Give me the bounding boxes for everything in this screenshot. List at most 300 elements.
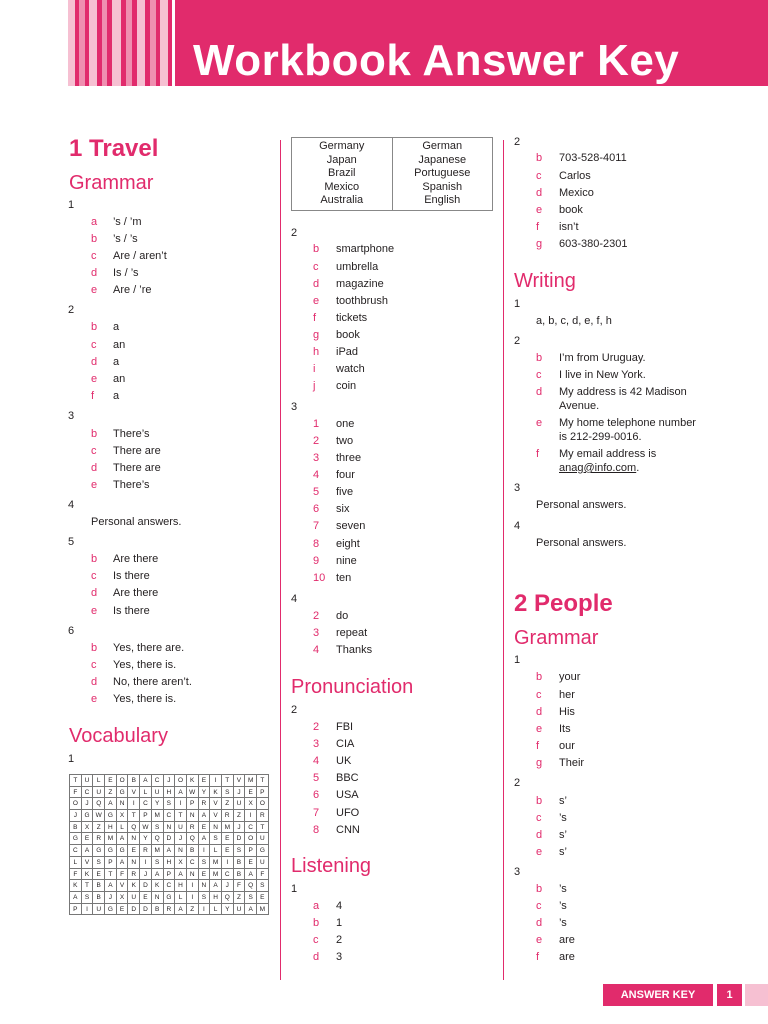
word-search-cell: C (222, 869, 234, 881)
word-search-cell: A (82, 845, 94, 857)
answer: umbrella (336, 261, 379, 273)
word-search-cell: J (175, 833, 187, 845)
word-search-cell: N (210, 822, 222, 834)
answer: I’m from Uruguay. (559, 352, 646, 364)
word-search-cell: T (82, 880, 94, 892)
word-search-cell: B (70, 822, 82, 834)
answer: Is / ’s (113, 267, 139, 279)
item-letter: c (91, 659, 97, 671)
word-search-cell: F (117, 869, 129, 881)
item-number: 10 (313, 572, 326, 584)
answer: Personal answers. (91, 516, 182, 528)
word-search-cell: I (175, 798, 187, 810)
word-search-cell: C (70, 845, 82, 857)
word-search-cell: Y (199, 787, 211, 799)
countries-column (292, 138, 393, 211)
word-search-cell: D (128, 904, 140, 916)
item-letter: b (536, 352, 543, 364)
word-search-cell: C (187, 857, 199, 869)
word-search-cell: M (222, 822, 234, 834)
word-search-cell: E (199, 822, 211, 834)
word-search-cell: Z (222, 798, 234, 810)
answer: His (559, 706, 575, 718)
word-search-cell: E (93, 869, 105, 881)
exercise-number: 6 (68, 625, 75, 637)
word-search-cell: K (187, 775, 199, 787)
item-letter: f (536, 740, 540, 752)
word-search-cell: Z (105, 787, 117, 799)
answer: seven (336, 520, 366, 532)
answer: My address is 42 Madison (559, 386, 687, 398)
word-search-cell: H (175, 880, 187, 892)
word-search-cell: E (105, 775, 117, 787)
exercise-number: 3 (291, 401, 298, 413)
answer-continued: is 212-299-0016. (559, 431, 642, 443)
item-letter: d (536, 187, 543, 199)
word-search-cell: U (234, 798, 246, 810)
item-number: 5 (313, 486, 320, 498)
word-search-cell: P (70, 904, 82, 916)
word-search-cell: Q (152, 833, 164, 845)
word-search-cell: R (128, 869, 140, 881)
word-search-cell: A (245, 869, 257, 881)
word-search-cell: X (245, 798, 257, 810)
answer: are (559, 934, 575, 946)
word-search-cell: I (210, 775, 222, 787)
item-letter: f (91, 390, 95, 402)
answer: 2 (336, 934, 343, 946)
item-letter: e (91, 284, 98, 296)
answer: coin (336, 380, 357, 392)
answer: No, there aren’t. (113, 676, 192, 688)
word-search-cell: V (234, 775, 246, 787)
word-search-cell: B (93, 880, 105, 892)
answer: s’ (559, 795, 567, 807)
word-search-cell: I (82, 904, 94, 916)
word-search-cell: S (222, 787, 234, 799)
answer-continued: Avenue. (559, 400, 600, 412)
word-search-cell: R (164, 904, 176, 916)
language-name: Japanese (418, 153, 467, 166)
word-search-cell: G (93, 845, 105, 857)
answer: magazine (336, 278, 384, 290)
country-name: Mexico (324, 180, 360, 193)
item-letter: d (313, 278, 320, 290)
answer: an (113, 373, 126, 385)
word-search-cell: M (257, 904, 269, 916)
exercise-number: 1 (68, 199, 75, 211)
word-search-cell: I (140, 857, 152, 869)
word-search-cell: M (105, 833, 117, 845)
word-search-cell: J (105, 892, 117, 904)
item-letter: g (313, 329, 320, 341)
item-letter: e (91, 693, 98, 705)
item-letter: b (536, 883, 543, 895)
word-search-cell: G (257, 845, 269, 857)
item-letter: d (91, 267, 98, 279)
item-letter: b (91, 553, 98, 565)
word-search-grid (69, 774, 269, 915)
word-search-cell: E (257, 892, 269, 904)
answer: Yes, there are. (113, 642, 185, 654)
word-search-cell: C (152, 775, 164, 787)
answer: four (336, 469, 355, 481)
item-letter: c (91, 250, 97, 262)
answer: There’s (113, 479, 150, 491)
word-search-cell: I (222, 857, 234, 869)
word-search-cell: E (140, 892, 152, 904)
word-search-cell: D (234, 833, 246, 845)
answer: Are there (113, 553, 159, 565)
item-letter: b (91, 642, 98, 654)
item-letter: g (536, 238, 543, 250)
page-number: 1 (717, 984, 742, 1006)
answer: iPad (336, 346, 359, 358)
item-number: 7 (313, 807, 320, 819)
answer: a, b, c, d, e, f, h (536, 315, 612, 327)
word-search-cell: S (82, 892, 94, 904)
word-search-cell: M (152, 810, 164, 822)
answer: a (113, 356, 120, 368)
answer: book (559, 204, 583, 216)
answer: Carlos (559, 170, 591, 182)
word-search-cell: J (164, 775, 176, 787)
answer: Mexico (559, 187, 594, 199)
answer: Thanks (336, 644, 373, 656)
exercise-number: 1 (68, 753, 75, 765)
word-search-cell: L (140, 787, 152, 799)
word-search-cell: P (187, 798, 199, 810)
word-search-cell: F (70, 869, 82, 881)
item-letter: c (313, 934, 319, 946)
item-letter: j (313, 380, 316, 392)
item-letter: d (313, 951, 320, 963)
word-search-cell: Z (234, 892, 246, 904)
item-letter: i (313, 363, 316, 375)
exercise-number: 2 (514, 136, 521, 148)
answer: a (113, 390, 120, 402)
item-letter: b (536, 152, 543, 164)
exercise-number: 1 (514, 298, 521, 310)
exercise-number: 4 (68, 499, 75, 511)
answer: a (113, 321, 120, 333)
word-search-cell: N (152, 892, 164, 904)
answer: s’ (559, 846, 567, 858)
answer: two (336, 435, 354, 447)
word-search-cell: S (199, 892, 211, 904)
answer: USA (336, 789, 359, 801)
item-number: 2 (313, 610, 320, 622)
exercise-number: 1 (291, 883, 298, 895)
word-search-cell: Q (93, 798, 105, 810)
word-search-cell: S (93, 857, 105, 869)
section-heading-pronunciation: Pronunciation (291, 676, 414, 698)
answer: There are (113, 445, 161, 457)
word-search-cell: Y (222, 904, 234, 916)
word-search-cell: X (175, 857, 187, 869)
word-search-cell: V (128, 787, 140, 799)
item-number: 6 (313, 789, 320, 801)
word-search-cell: E (199, 869, 211, 881)
exercise-number: 2 (514, 777, 521, 789)
word-search-cell: K (152, 880, 164, 892)
word-search-cell: V (210, 798, 222, 810)
word-search-cell: U (152, 787, 164, 799)
item-number: 4 (313, 644, 320, 656)
answer: ’s (559, 883, 567, 895)
word-search-cell: R (257, 810, 269, 822)
answer-continued (559, 462, 639, 474)
word-search-cell: F (234, 880, 246, 892)
word-search-cell: Q (222, 892, 234, 904)
word-search-cell: U (82, 775, 94, 787)
word-search-cell: C (164, 880, 176, 892)
word-search-cell: O (245, 833, 257, 845)
item-letter: c (313, 261, 319, 273)
word-search-cell: Q (128, 822, 140, 834)
item-number: 7 (313, 520, 320, 532)
exercise-number: 4 (514, 520, 521, 532)
word-search-cell: O (257, 798, 269, 810)
word-search-cell: U (128, 892, 140, 904)
word-search-cell: N (164, 822, 176, 834)
answer: 1 (336, 917, 343, 929)
answer: your (559, 671, 581, 683)
word-search-cell: Z (187, 904, 199, 916)
answer: Is there (113, 605, 150, 617)
answer: Are / aren’t (113, 250, 167, 262)
answer: Yes, there is. (113, 659, 177, 671)
column-divider-2 (503, 140, 504, 980)
word-search-cell: G (117, 845, 129, 857)
language-name: Portuguese (414, 167, 471, 179)
word-search-cell: Z (93, 822, 105, 834)
word-search-cell: K (210, 787, 222, 799)
item-letter: d (536, 829, 543, 841)
word-search-cell: K (128, 880, 140, 892)
word-search-cell: R (222, 810, 234, 822)
answer: Are there (113, 587, 159, 599)
item-number: 2 (313, 435, 320, 447)
word-search-cell: U (175, 822, 187, 834)
item-number: 2 (313, 721, 320, 733)
word-search-cell: S (152, 857, 164, 869)
word-search-cell: F (70, 787, 82, 799)
item-letter: c (536, 689, 542, 701)
country-name: Australia (320, 194, 364, 206)
word-search-cell: C (164, 810, 176, 822)
page-title: Workbook Answer Key (193, 36, 680, 85)
word-search-cell: R (140, 845, 152, 857)
word-search-cell: N (187, 869, 199, 881)
word-search-cell: N (117, 798, 129, 810)
country-name: Brazil (327, 167, 356, 179)
word-search-cell: L (210, 904, 222, 916)
word-search-cell: A (105, 798, 117, 810)
word-search-cell: J (140, 869, 152, 881)
word-search-cell: B (93, 892, 105, 904)
word-search-cell: X (117, 892, 129, 904)
item-letter: e (313, 295, 320, 307)
answer: isn’t (559, 221, 579, 233)
unit-title: 2 People (514, 590, 613, 617)
item-letter: h (313, 346, 320, 358)
section-heading-writing: Writing (514, 270, 576, 292)
item-letter: e (536, 417, 543, 429)
word-search-cell: S (245, 892, 257, 904)
word-search-cell: T (70, 775, 82, 787)
word-search-cell: P (140, 810, 152, 822)
item-letter: c (91, 445, 97, 457)
word-search-cell: E (82, 833, 94, 845)
word-search-cell: T (222, 775, 234, 787)
word-search-cell: K (82, 869, 94, 881)
word-search-cell: W (93, 810, 105, 822)
word-search-cell: S (199, 857, 211, 869)
answer: UFO (336, 807, 360, 819)
word-search-cell: W (140, 822, 152, 834)
email-link[interactable]: anag@info.com (559, 462, 637, 474)
item-letter: b (91, 321, 98, 333)
word-search-cell: B (234, 857, 246, 869)
word-search-cell: J (234, 787, 246, 799)
footer-label: ANSWER KEY (603, 984, 713, 1006)
answer: are (559, 951, 575, 963)
word-search-cell: S (234, 845, 246, 857)
word-search-cell: J (234, 822, 246, 834)
answer: watch (336, 363, 365, 375)
answer: 603-380-2301 (559, 238, 628, 250)
word-search-cell: E (199, 775, 211, 787)
word-search-cell: A (164, 845, 176, 857)
word-search-cell: I (199, 845, 211, 857)
answer: tickets (336, 312, 368, 324)
word-search-cell: S (210, 833, 222, 845)
word-search-cell: H (105, 822, 117, 834)
answer: 4 (336, 900, 343, 912)
word-search-cell: L (70, 857, 82, 869)
item-number: 4 (313, 755, 320, 767)
answer: Is there (113, 570, 150, 582)
word-search-cell: V (210, 810, 222, 822)
word-search-cell: C (245, 822, 257, 834)
word-search-cell: H (164, 787, 176, 799)
word-search-cell: G (164, 892, 176, 904)
answer: 3 (336, 951, 343, 963)
exercise-number: 4 (291, 593, 298, 605)
item-number: 3 (313, 452, 320, 464)
word-search-cell: G (70, 833, 82, 845)
answer: Yes, there is. (113, 693, 177, 705)
item-letter: b (536, 795, 543, 807)
item-number: 9 (313, 555, 320, 567)
section-heading-listening: Listening (291, 855, 372, 877)
item-letter: c (91, 570, 97, 582)
word-search-cell: N (175, 845, 187, 857)
word-search-cell: I (199, 904, 211, 916)
word-search-cell: E (222, 845, 234, 857)
answer: Its (559, 723, 571, 735)
unit-title: 1 Travel (69, 135, 159, 162)
word-search-cell: L (175, 892, 187, 904)
section-heading-grammar: Grammar (514, 627, 599, 649)
answer: ten (336, 572, 352, 584)
answer: s’ (559, 829, 567, 841)
item-number: 8 (313, 538, 320, 550)
item-letter: e (91, 605, 98, 617)
answer: eight (336, 538, 360, 550)
item-letter: b (91, 233, 98, 245)
word-search-cell: L (93, 775, 105, 787)
answer: 703-528-4011 (559, 152, 627, 164)
item-letter: d (536, 706, 543, 718)
answer: toothbrush (336, 295, 388, 307)
item-letter: f (536, 221, 540, 233)
word-search-cell: A (210, 880, 222, 892)
item-letter: d (91, 356, 98, 368)
word-search-cell: O (117, 775, 129, 787)
item-letter: b (313, 917, 320, 929)
word-search-cell: F (257, 869, 269, 881)
word-search-cell: T (257, 775, 269, 787)
country-name: Japan (326, 153, 357, 166)
item-letter: f (536, 448, 540, 460)
word-search-cell: A (152, 869, 164, 881)
item-letter: d (536, 917, 543, 929)
word-search-cell: Q (245, 880, 257, 892)
language-name: German (422, 140, 463, 152)
word-search-cell: S (164, 798, 176, 810)
word-search-cell: P (257, 787, 269, 799)
word-search-cell: D (164, 833, 176, 845)
item-letter: b (536, 671, 543, 683)
exercise-number: 3 (514, 866, 521, 878)
item-letter: e (536, 934, 543, 946)
item-letter: d (91, 676, 98, 688)
item-letter: b (313, 243, 320, 255)
word-search-cell: J (70, 810, 82, 822)
word-search-cell: G (105, 904, 117, 916)
word-search-cell: L (210, 845, 222, 857)
word-search-cell: K (70, 880, 82, 892)
word-search-cell: N (128, 857, 140, 869)
word-search-cell: U (257, 857, 269, 869)
word-search-cell: U (93, 787, 105, 799)
word-search-cell: J (222, 880, 234, 892)
answer: My email address is (559, 448, 657, 460)
item-letter: a (313, 900, 320, 912)
word-search-cell: A (70, 892, 82, 904)
answer: three (336, 452, 362, 464)
answer: Are / ’re (113, 284, 152, 296)
word-search-cell: P (245, 845, 257, 857)
item-number: 1 (313, 418, 320, 430)
item-number: 3 (313, 738, 320, 750)
answer: ’s (559, 812, 567, 824)
answer: Their (559, 757, 585, 769)
word-search-cell: X (82, 822, 94, 834)
word-search-cell: S (152, 822, 164, 834)
answer: six (336, 503, 350, 515)
answer: There’s (113, 428, 150, 440)
word-search-cell: C (82, 787, 94, 799)
exercise-number: 2 (291, 227, 298, 239)
answer: book (336, 329, 360, 341)
answer: five (336, 486, 354, 498)
word-search-cell: A (199, 833, 211, 845)
answer-punctuation: . (636, 462, 640, 474)
language-name: English (424, 194, 461, 206)
